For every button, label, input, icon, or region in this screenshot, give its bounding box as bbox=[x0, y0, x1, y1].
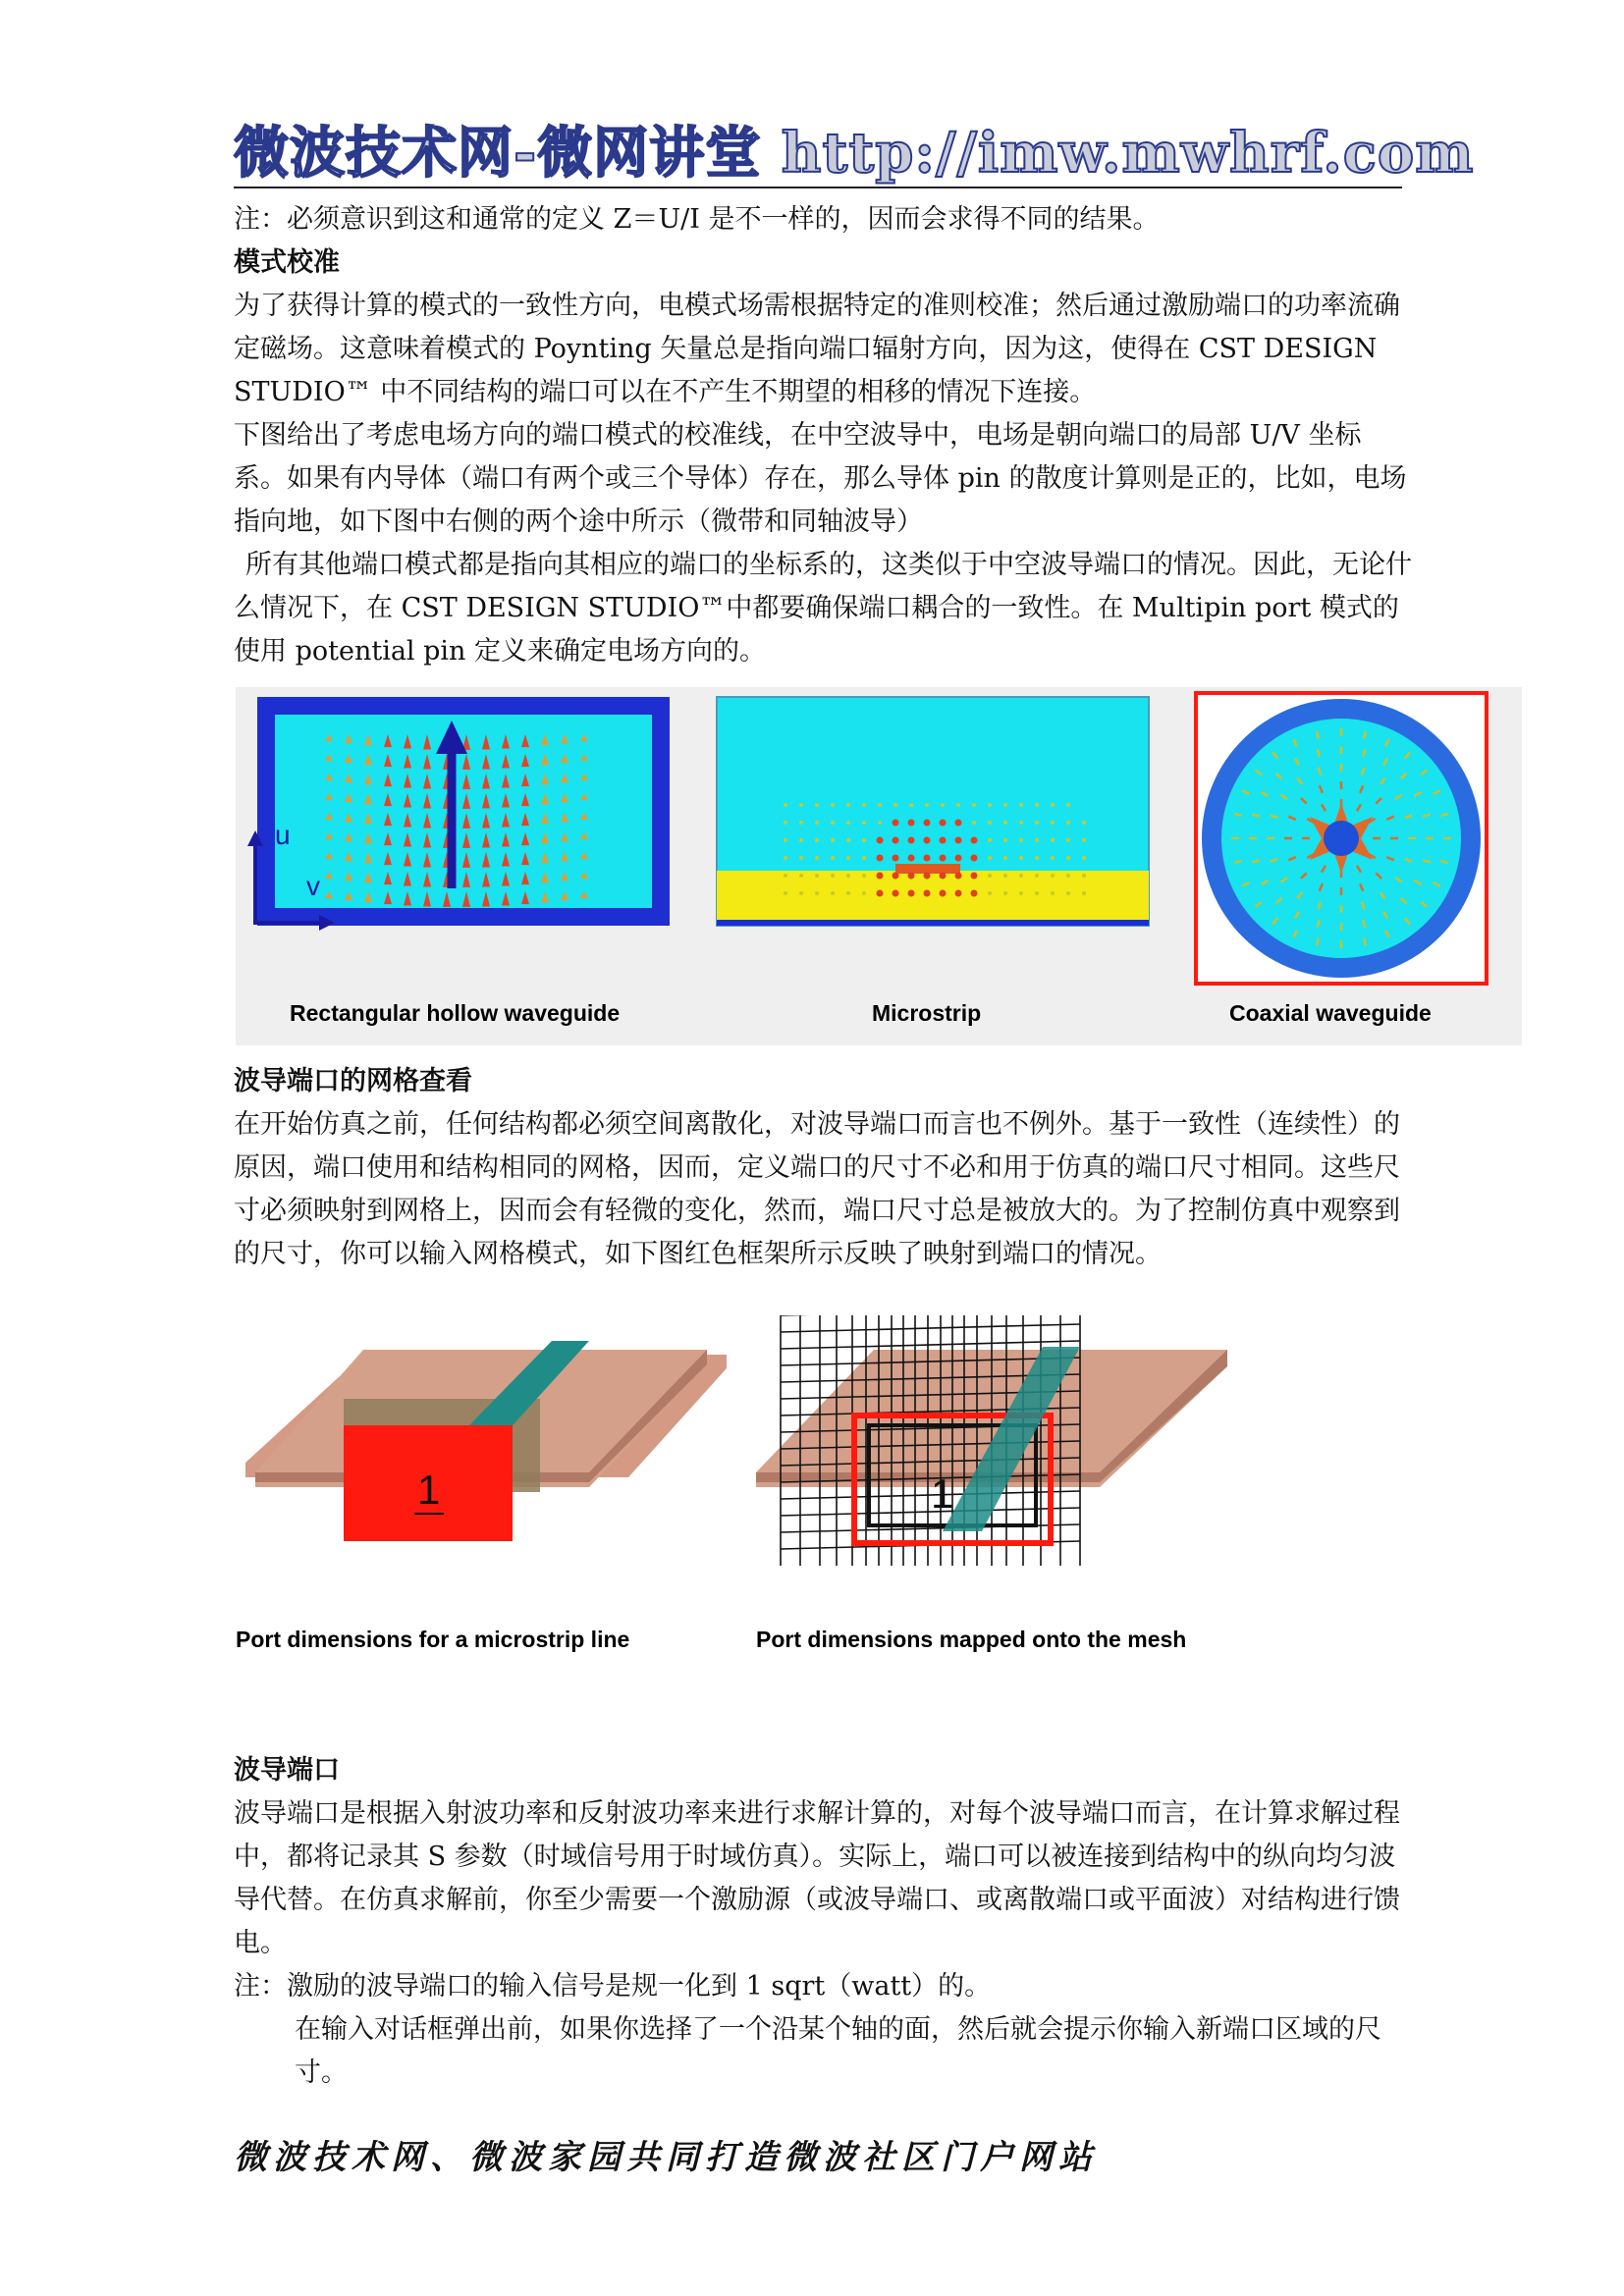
port-number-label-left: 1 bbox=[417, 1467, 441, 1513]
heading-mode-calibration: 模式校准 bbox=[234, 247, 340, 278]
paragraph-2: 下图给出了考虑电场方向的端口模式的校准线，在中空波导中，电场是朝向端口的局部 U/V 坐标系。如果有内导体（端口有两个或三个导体）存在，那么导体 pin 的散度计算则是正的，比如，电场指向地，如下图中右侧的两个途中所示（微带和同轴波导） bbox=[234, 420, 1407, 537]
paragraph-3: 所有其他端口模式都是指向其相应的端口的坐标系的，这类似于中空波导端口的情况。因此，无论什么情况下，在 CST DESIGN STUDIO™中都要确保端口耦合的一致性。在 Multipin port 模式的使用 potential pin 定义来确定电场方向的。 bbox=[234, 550, 1412, 667]
caption-rectangular: Rectangular hollow waveguide bbox=[290, 1000, 621, 1026]
paragraph-5: 波导端口是根据入射波功率和反射波功率来进行求解计算的，对每个波导端口而言，在计算求解过程中，都将记录其 S 参数（时域信号用于时域仿真）。实际上，端口可以被连接到结构中的纵向均匀波导代替。在仿真求解前，你至少需要一个激励源（或波导端口、或离散端口或平面波）对结构进行馈电。 bbox=[234, 1798, 1400, 1958]
microstrip-diagram bbox=[717, 697, 1149, 926]
rectangular-waveguide-diagram bbox=[247, 697, 670, 931]
note-paragraph-1: 注：必须意识到这和通常的定义 Z＝U/I 是不一样的，因而会求得不同的结果。 bbox=[234, 204, 1160, 235]
port-number-label-right: 1 bbox=[931, 1470, 954, 1517]
figure-port-dimensions-svg bbox=[236, 1315, 1257, 1679]
note-paragraph-2: 注：激励的波导端口的输入信号是规一化到 1 sqrt（watt）的。 bbox=[234, 1971, 992, 2002]
microstrip-port-diagram bbox=[245, 1341, 727, 1541]
caption-coaxial: Coaxial waveguide bbox=[1229, 1000, 1432, 1026]
mesh-port-diagram bbox=[756, 1315, 1227, 1566]
caption-microstrip: Microstrip bbox=[872, 1000, 982, 1026]
header-rule bbox=[234, 187, 1402, 188]
paragraph-4: 在开始仿真之前，任何结构都必须空间离散化，对波导端口而言也不例外。基于一致性（连续性）的原因，端口使用和结构相同的网格，因而，定义端口的尺寸不必和用于仿真的端口尺寸相同。这些尺寸必须映射到网格上，因而会有轻微的变化，然而，端口尺寸总是被放大的。为了控制仿真中观察到的尺寸，你可以输入网格模式，如下图红色框架所示反映了映射到端口的情况。 bbox=[234, 1109, 1400, 1269]
figure-port-modes-svg bbox=[236, 687, 1522, 1045]
figure-port-dimensions bbox=[236, 1315, 1257, 1679]
figure-port-modes bbox=[236, 687, 1522, 1045]
footer-slogan: 微波技术网、微波家园共同打造微波社区门户网站 bbox=[234, 2138, 1098, 2177]
coaxial-waveguide-diagram bbox=[1196, 693, 1487, 984]
caption-port-mesh: Port dimensions mapped onto the mesh bbox=[756, 1627, 1187, 1652]
site-header-title: 微波技术网-微网讲堂 http://imw.mwhrf.com bbox=[234, 121, 1475, 186]
axis-v-label: v bbox=[306, 871, 320, 901]
heading-waveguide-port: 波导端口 bbox=[234, 1755, 340, 1786]
paragraph-1: 为了获得计算的模式的一致性方向，电模式场需根据特定的准则校准；然后通过激励端口的功率流确定磁场。这意味着模式的 Poynting 矢量总是指向端口辐射方向，因为这，使得在 CST DESIGN STUDIO™ 中不同结构的端口可以在不产生不期望的相移的情况下连接。 bbox=[234, 291, 1400, 407]
axis-u-label: u bbox=[275, 820, 291, 850]
paragraph-6: 在输入对话框弹出前，如果你选择了一个沿某个轴的面，然后就会提示你输入新端口区域的尺寸。 bbox=[295, 2014, 1381, 2088]
heading-mesh-view: 波导端口的网格查看 bbox=[234, 1066, 472, 1096]
caption-port-microstrip: Port dimensions for a microstrip line bbox=[236, 1627, 630, 1652]
